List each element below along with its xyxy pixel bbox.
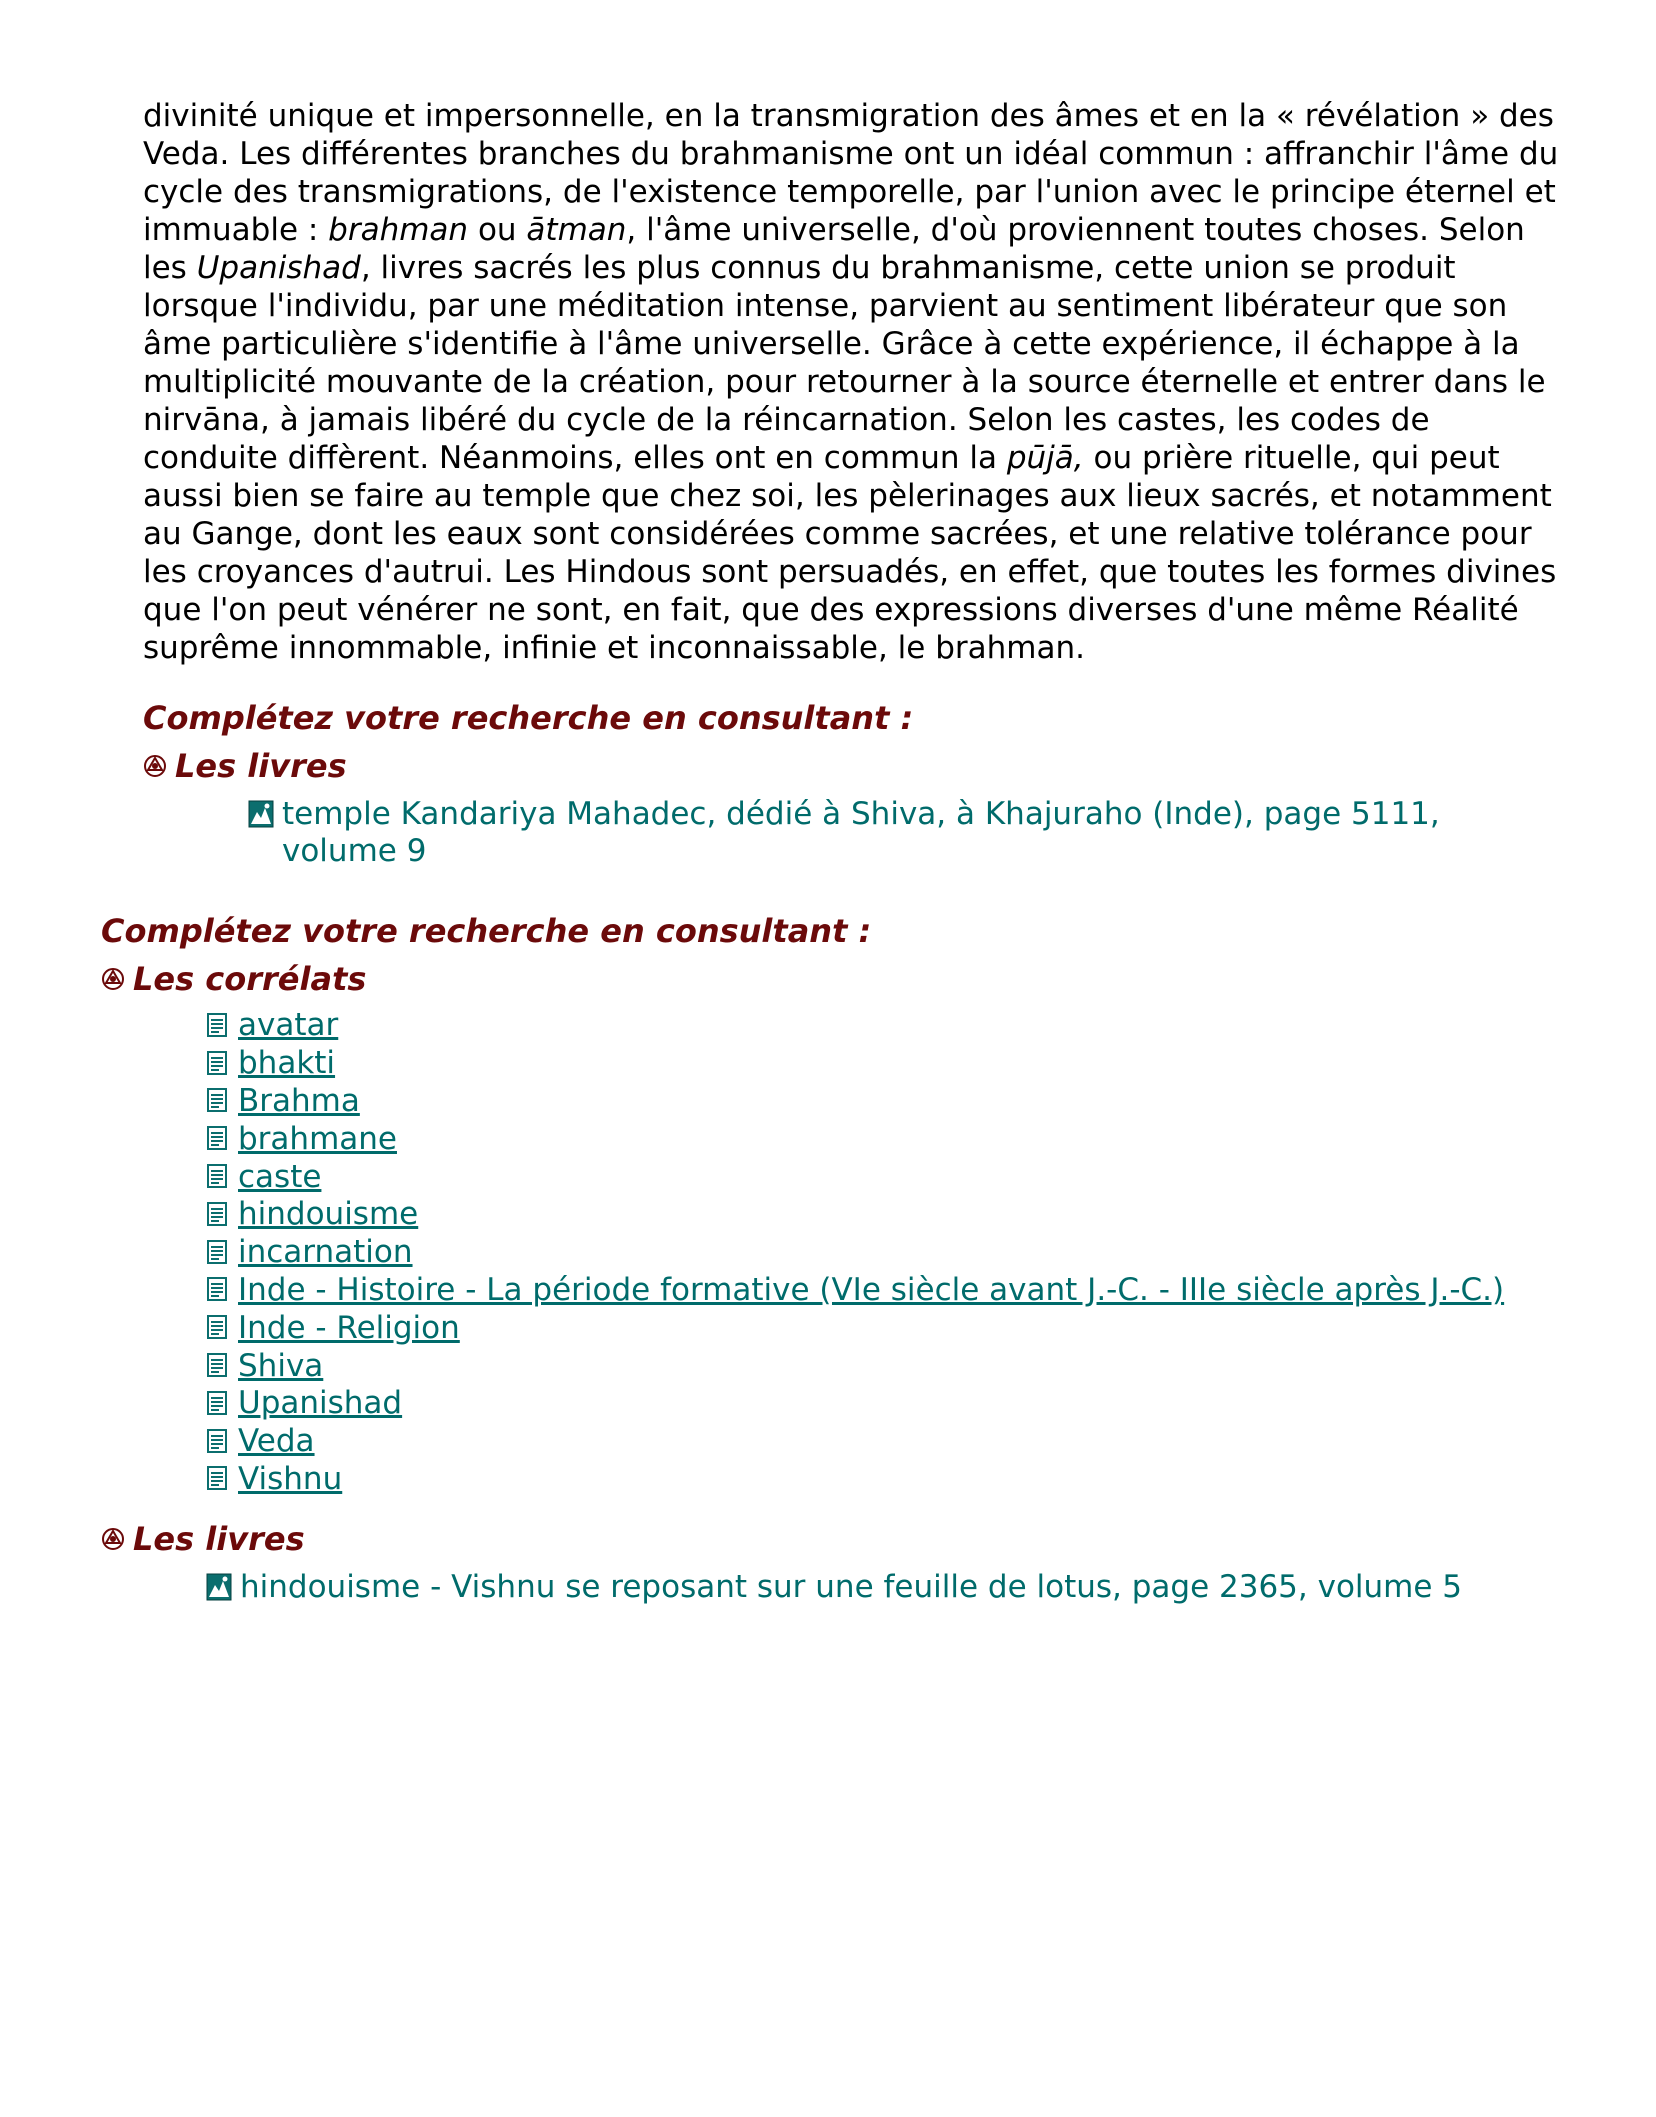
list-item	[206, 1309, 1504, 1347]
list-item	[206, 1045, 1504, 1083]
document-icon	[206, 1240, 230, 1266]
correlat-link-vishnu[interactable]: Vishnu	[238, 1460, 343, 1497]
section1-livres-heading	[143, 746, 347, 786]
correlat-link-brahma[interactable]: Brahma	[238, 1082, 360, 1119]
correlats-title: Les corrélats	[133, 960, 367, 998]
document-icon	[206, 1315, 230, 1341]
section1-heading: Complétez votre recherche en consultant :	[143, 699, 914, 737]
section2-heading: Complétez votre recherche en consultant :	[101, 912, 872, 950]
list-item	[206, 1461, 1504, 1499]
correlat-link-bhakti[interactable]: bhakti	[238, 1045, 336, 1082]
book-link[interactable]	[248, 796, 1508, 870]
correlat-link-hindouisme[interactable]: hindouisme	[238, 1196, 419, 1233]
list-item	[206, 1196, 1504, 1234]
document-icon	[206, 1051, 230, 1077]
correlat-link-inde-religion[interactable]: Inde - Religion	[238, 1309, 460, 1346]
document-icon	[206, 1202, 230, 1228]
article-paragraph	[143, 97, 1573, 667]
list-item	[206, 1423, 1504, 1461]
book-label: temple Kandariya Mahadec, dédié à Shiva, à Khajuraho (Inde), page 5111, volume 9	[282, 796, 1440, 869]
document-icon	[206, 1277, 230, 1303]
term-upanishad: Upanishad	[196, 250, 361, 286]
triquetra-icon	[101, 967, 125, 991]
correlat-link-incarnation[interactable]: incarnation	[238, 1234, 413, 1271]
article-text: ou prière rituelle, qui peut aussi bien se faire au temple que chez soi, les pèlerinages aux lieux sacrés, et notamment au Gange, dont les eaux sont considérées comme sacrées, et une relative tolérance pour les croyances d'autrui. Les Hindous sont persuadés, en effet, que toutes les formes divines que l'on peut vénérer ne sont, en fait, que des expressions diverses d'une même Réalité suprême innommable, infinie et inconnaissable, le brahman.	[143, 440, 1557, 666]
livres-title: Les livres	[175, 747, 347, 785]
list-item	[206, 1120, 1504, 1158]
document-icon	[206, 1126, 230, 1152]
article-text: divinité unique et impersonnelle, en la transmigration des âmes et en la « révélation » des Veda. Les différentes branches du brahmanisme ont un idéal commun : affranchir l'âme du cycle des transmigrations, de l'existence temporelle, par l'union avec le principe éternel et immuable :	[143, 98, 1559, 248]
triquetra-icon	[143, 754, 167, 778]
livres-title: Les livres	[133, 1520, 305, 1558]
document-icon	[206, 1088, 230, 1114]
correlat-link-avatar[interactable]: avatar	[238, 1007, 339, 1044]
correlat-link-inde-histoire[interactable]: Inde - Histoire - La période formative (VIe siècle avant J.-C. - IIIe siècle après J.-C.)	[238, 1271, 1505, 1308]
list-item	[206, 1007, 1504, 1045]
triquetra-icon	[101, 1527, 125, 1551]
term-puja: pūjā,	[1006, 440, 1084, 476]
list-item	[206, 1385, 1504, 1423]
list-item	[206, 1158, 1504, 1196]
list-item	[206, 1234, 1504, 1272]
document-icon	[206, 1353, 230, 1379]
document-icon	[206, 1429, 230, 1455]
correlats-list	[206, 1007, 1504, 1498]
correlats-heading	[101, 959, 366, 999]
article-text: , livres sacrés les plus connus du brahmanisme, cette union se produit lorsque l'individu, par une méditation intense, parvient au sentiment libérateur que son âme particulière s'identifie à l'âme universelle. Grâce à cette expérience, il échappe à la multiplicité mouvante de la création, pour retourner à la source éternelle et entrer dans le nirvāna, à jamais libéré du cycle de la réincarnation. Selon les castes, les codes de conduite diffèrent. Néanmoins, elles ont en commun la	[143, 250, 1546, 476]
document-icon	[206, 1013, 230, 1039]
section2-livres-heading	[101, 1519, 305, 1559]
list-item	[206, 1272, 1504, 1310]
term-brahman: brahman	[328, 212, 469, 248]
book-link[interactable]	[206, 1569, 1606, 1606]
list-item	[206, 1347, 1504, 1385]
image-icon	[206, 1573, 232, 1601]
correlat-link-caste[interactable]: caste	[238, 1158, 322, 1195]
document-icon	[206, 1466, 230, 1492]
correlat-link-upanishad[interactable]: Upanishad	[238, 1385, 403, 1422]
article-text: ou	[468, 212, 527, 248]
list-item	[206, 1083, 1504, 1121]
image-icon	[248, 800, 274, 828]
article-text: , l'âme universelle, d'où proviennent toutes choses. Selon les	[143, 212, 1525, 286]
book-label: hindouisme - Vishnu se reposant sur une feuille de lotus, page 2365, volume 5	[240, 1569, 1463, 1605]
correlat-link-brahmane[interactable]: brahmane	[238, 1120, 397, 1157]
correlat-link-veda[interactable]: Veda	[238, 1423, 315, 1460]
document-icon	[206, 1391, 230, 1417]
term-atman: ātman	[526, 212, 627, 248]
correlat-link-shiva[interactable]: Shiva	[238, 1347, 324, 1384]
document-icon	[206, 1164, 230, 1190]
